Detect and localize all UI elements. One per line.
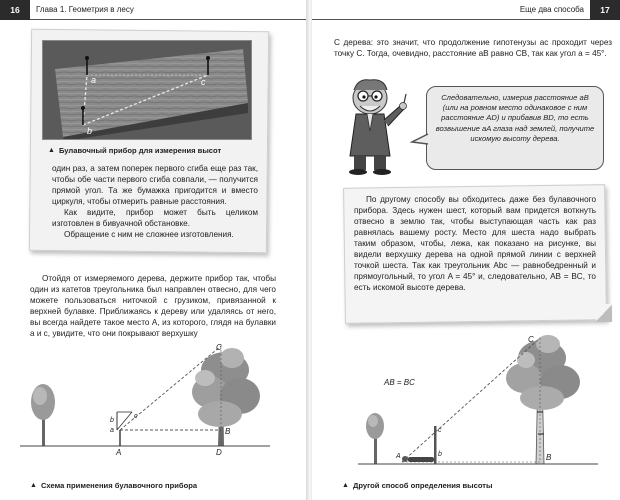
diagram-label-c: c bbox=[134, 413, 138, 420]
diagram-label-B: B bbox=[225, 427, 231, 436]
left-body-paragraph: Отойдя от измеряемого дерева, держите прибор так, чтобы один из катетов треугольника был направлен отвесно, для чего можете пользоваться ниточкой с грузиком, привязанной к верхней булавке. Приближаясь к дереву или удаляясь от него, вы всегда найдете такое место A, из которого, глядя на булавки a и c, увидите, что они покрывают верхушку bbox=[30, 274, 276, 338]
right-page-header bbox=[312, 0, 620, 20]
sight-line-right bbox=[402, 338, 540, 462]
photo-label-c: c bbox=[201, 77, 206, 87]
right-page bbox=[312, 0, 620, 500]
diagram-caption-right-text: Другой способ определения высоты bbox=[352, 481, 493, 490]
diagram-caption-right bbox=[342, 481, 602, 490]
diagram-label-c-right: c bbox=[438, 427, 442, 434]
diagram-label-B-right: B bbox=[546, 453, 552, 462]
pole-method-diagram bbox=[358, 330, 608, 470]
pin-device-diagram bbox=[20, 340, 280, 458]
speech-bubble-tail bbox=[410, 132, 430, 148]
caption-triangle-icon: ▲ bbox=[48, 147, 55, 154]
diagram-label-b-right: b bbox=[438, 451, 442, 458]
diagram-equation: AB = BC bbox=[384, 378, 415, 387]
birch-tree-icon bbox=[506, 335, 580, 464]
photo-label-b: b bbox=[87, 126, 93, 136]
diagram-label-C: C bbox=[216, 343, 222, 352]
diagram-label-b: b bbox=[110, 417, 114, 424]
left-running-head: Глава 1. Геометрия в лесу bbox=[30, 0, 308, 20]
diagram-label-a: a bbox=[110, 427, 114, 434]
lying-person-icon bbox=[402, 456, 434, 462]
diagram-caption-left-text: Схема применения булавочного прибора bbox=[40, 481, 198, 490]
diagram-caption-left bbox=[30, 481, 280, 490]
pole-icon bbox=[434, 426, 437, 464]
pin-device-photo-graphic bbox=[43, 41, 252, 140]
right-top-paragraph: С дерева: это значит, что продолжение гипотенузы ac проходит через точку C. Тогда, очевидно, расстояние aB равно CB, так как угол a = 45°. bbox=[334, 38, 612, 58]
photo-label-a: a bbox=[91, 75, 97, 85]
note-card-text bbox=[52, 163, 258, 240]
speech-bubble bbox=[426, 86, 604, 170]
diagram-label-D: D bbox=[216, 448, 222, 457]
note-paragraph: один раз, а затем поперек первого сгиба еще раз так, чтобы обе части первого сгиба совпали, — получится прямой угол. Та же бумажка пригодится и вместо циркуля, чтобы отмерить равные расстояния. bbox=[52, 164, 258, 206]
note-paragraph: Как видите, прибор может быть целиком изготовлен в бивуачной обстановке. bbox=[52, 208, 258, 228]
caption-triangle-icon: ▲ bbox=[30, 482, 37, 489]
speech-bubble-text: Следовательно, измерив расстояние aB (или на ровном место одинаковое с ним расстояние AD) и прибавив BD, то есть возвышение aA глаза над землей, получите искомую высоту дерева. bbox=[435, 93, 595, 143]
diagram-label-A-right: A bbox=[396, 453, 401, 460]
left-page-header bbox=[0, 0, 308, 20]
right-running-head: Еще два способа bbox=[312, 0, 590, 20]
card-page-curl bbox=[596, 304, 612, 322]
small-tree-left-icon bbox=[31, 384, 55, 446]
left-page-number: 16 bbox=[0, 0, 30, 20]
diagram-label-C-right: C bbox=[528, 335, 534, 344]
left-page bbox=[0, 0, 308, 500]
caption-triangle-icon: ▲ bbox=[342, 482, 349, 489]
small-tree-right-icon bbox=[366, 413, 384, 464]
photo-caption bbox=[48, 146, 258, 155]
photo-caption-text: Булавочный прибор для измерения высот bbox=[58, 146, 222, 155]
professor-cartoon-icon bbox=[338, 76, 410, 176]
right-page-number: 17 bbox=[590, 0, 620, 20]
pin-device-photo bbox=[42, 40, 252, 140]
right-card-text: По другому способу вы обходитесь даже без булавочного прибора. Здесь нужен шест, который вам придется воткнуть отвесно в землю так, чтобы выступающая часть как раз равнялась вашему росту. Место для шеста надо выбрать таким образом, чтобы, лежа, как показано на рисунке, вы видели верхушку дерева на одной прямой линии с верхней точкой шеста. Так как треугольник Abc — равнобедренный и прямоугольный, то угол A = 45° и, следовательно, AB = BC, то есть искомой высоте дерева. bbox=[354, 195, 596, 292]
note-paragraph: Обращение с ним не сложнее изготовления. bbox=[64, 230, 234, 239]
diagram-label-A: A bbox=[116, 448, 122, 457]
